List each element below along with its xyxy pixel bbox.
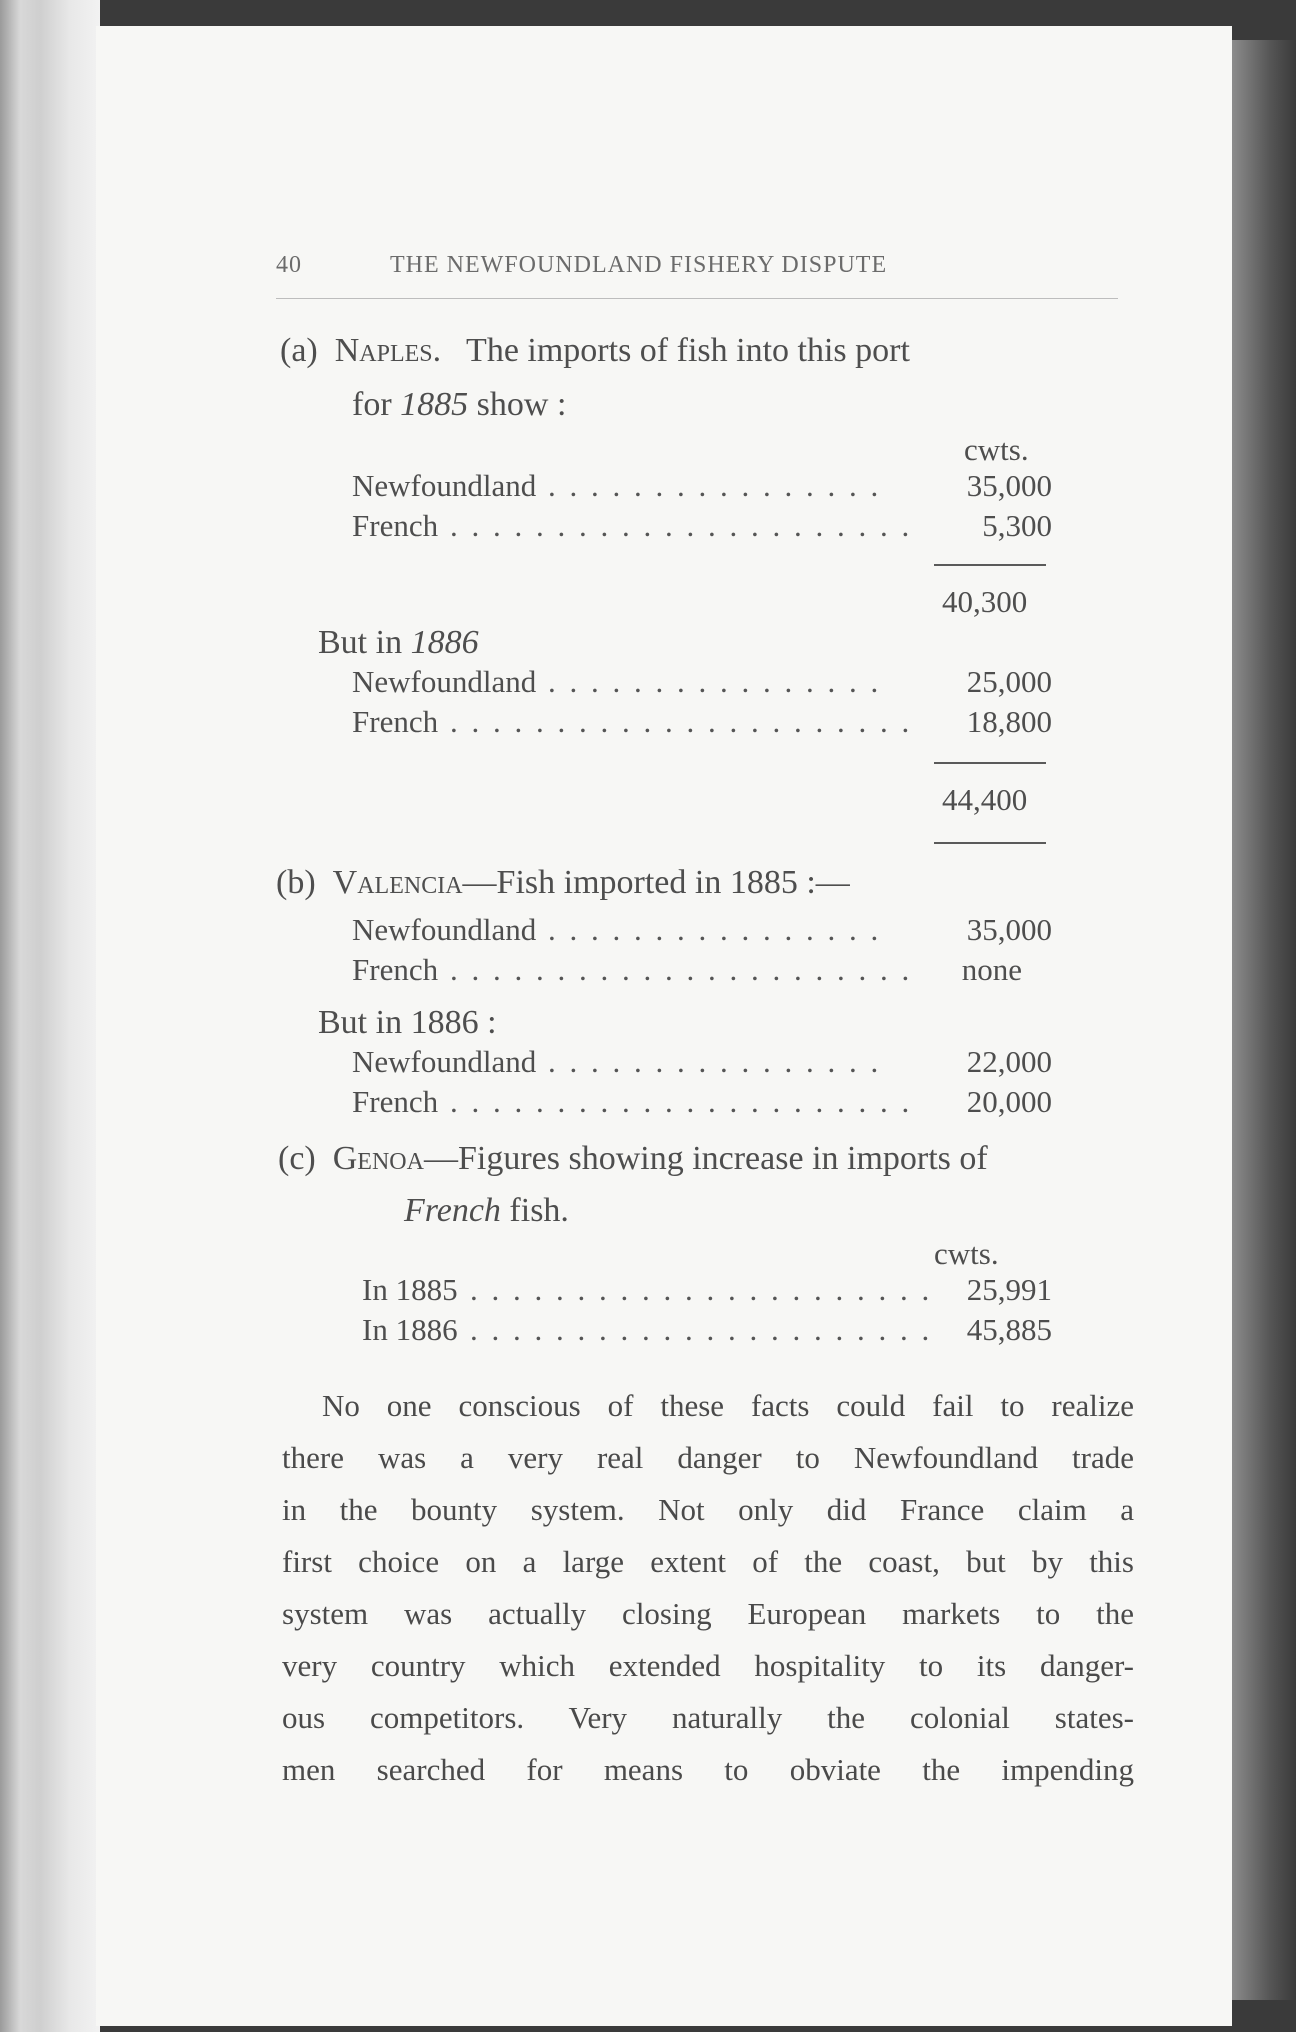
section-b-row-french-1886 xyxy=(352,1084,1052,1124)
paragraph-line: No one conscious of these facts could fail to realize xyxy=(322,1388,1134,1423)
but-in-year: 1886 xyxy=(410,624,479,661)
leader-dots: . . . . . . . . . . . . . . . . xyxy=(548,664,882,699)
section-c-marker: (c) xyxy=(278,1140,316,1177)
row-value: 22,000 xyxy=(966,1044,1052,1079)
section-a-total-1886: 44,400 xyxy=(942,782,1028,817)
row-value: none xyxy=(961,952,1022,987)
section-b-row-french-1885 xyxy=(352,952,1052,992)
paragraph-line: first choice on a large extent of the coast, but by this xyxy=(282,1544,1134,1579)
row-value: 20,000 xyxy=(966,1084,1052,1119)
section-a-marker: (a) xyxy=(280,332,318,369)
leader-dots: . . . . . . . . . . . . . . . . . . . . . . xyxy=(450,1084,913,1119)
but-in-text: But in xyxy=(318,624,411,661)
book-page-edge-right xyxy=(1232,40,1296,2000)
header-rule xyxy=(276,298,1118,299)
paragraph-line: men searched for means to obviate the impending xyxy=(282,1752,1134,1787)
section-b-intro: —Fish imported in 1885 :— xyxy=(462,864,850,901)
section-b-marker: (b) xyxy=(276,864,316,901)
row-label: Newfoundland xyxy=(352,1044,537,1079)
section-a-heading xyxy=(280,332,910,370)
section-a-row-newfoundland-1885 xyxy=(352,468,1052,508)
paragraph-line: very country which extended hospitality to its danger- xyxy=(282,1648,1134,1683)
row-label: French xyxy=(352,952,439,987)
leader-dots: . . . . . . . . . . . . . . . . . . . . . . xyxy=(450,508,913,543)
paragraph-line: system was actually closing European markets to the xyxy=(282,1596,1134,1631)
leader-dots: . . . . . . . . . . . . . . . . xyxy=(548,912,882,947)
body-paragraph xyxy=(282,1380,1134,1796)
row-label: Newfoundland xyxy=(352,664,537,699)
row-label: Newfoundland xyxy=(352,468,537,503)
section-a-place: Naples. xyxy=(334,332,442,369)
leader-dots: . . . . . . . . . . . . . . . . . . . . . . xyxy=(470,1312,933,1347)
row-label: French xyxy=(352,1084,439,1119)
row-value: 5,300 xyxy=(982,508,1052,543)
paragraph-line: there was a very real danger to Newfoundland trade xyxy=(282,1440,1134,1475)
sum-rule xyxy=(934,564,1046,566)
section-c-intro-line1: —Figures showing increase in imports of xyxy=(423,1140,988,1177)
section-a-row-french-1886 xyxy=(352,704,1052,744)
section-c-place: Genoa xyxy=(332,1140,424,1177)
row-value: 35,000 xyxy=(966,912,1052,947)
leader-dots: . . . . . . . . . . . . . . . . . . . . . . xyxy=(450,952,913,987)
section-a-intro-year: 1885 xyxy=(400,386,469,423)
section-a-intro-post: show : xyxy=(468,386,567,423)
row-value: 45,885 xyxy=(966,1312,1052,1347)
section-b-heading xyxy=(276,864,850,902)
sum-rule-under-total xyxy=(934,842,1046,844)
leader-dots: . . . . . . . . . . . . . . . . . . . . . . xyxy=(470,1272,933,1307)
row-label: In 1885 xyxy=(362,1272,458,1307)
row-label: In 1886 xyxy=(362,1312,458,1347)
row-value: 18,800 xyxy=(966,704,1052,739)
section-b-row-newfoundland-1885 xyxy=(352,912,1052,952)
section-a-intro-line1: The imports of fish into this port xyxy=(466,332,910,369)
section-c-intro-line2 xyxy=(404,1192,569,1230)
leader-dots: . . . . . . . . . . . . . . . . xyxy=(548,1044,882,1079)
section-c-intro-post: fish. xyxy=(500,1192,569,1229)
paragraph-line: ous competitors. Very naturally the colonial states- xyxy=(282,1700,1134,1735)
paragraph-line: in the bounty system. Not only did France claim a xyxy=(282,1492,1134,1527)
running-title: THE NEWFOUNDLAND FISHERY DISPUTE xyxy=(390,252,888,278)
row-label: French xyxy=(352,704,439,739)
section-a-total-1885: 40,300 xyxy=(942,584,1028,619)
section-b-place: Valencia xyxy=(332,864,463,901)
section-a-but-in xyxy=(318,624,479,662)
section-c-row-1886 xyxy=(362,1312,1052,1352)
leader-dots: . . . . . . . . . . . . . . . . xyxy=(548,468,882,503)
row-value: 35,000 xyxy=(966,468,1052,503)
section-c-heading xyxy=(278,1140,988,1178)
leader-dots: . . . . . . . . . . . . . . . . . . . . . . xyxy=(450,704,913,739)
section-a-unit: cwts. xyxy=(964,432,1029,467)
row-label: French xyxy=(352,508,439,543)
section-a-intro-line2 xyxy=(352,386,566,424)
row-value: 25,000 xyxy=(966,664,1052,699)
section-c-intro-italic: French xyxy=(404,1192,501,1229)
sum-rule xyxy=(934,762,1046,764)
row-value: 25,991 xyxy=(966,1272,1052,1307)
page-number: 40 xyxy=(276,252,302,278)
section-c-row-1885 xyxy=(362,1272,1052,1312)
section-a-row-french-1885 xyxy=(352,508,1052,548)
section-a-intro-pre: for xyxy=(352,386,401,423)
row-label: Newfoundland xyxy=(352,912,537,947)
section-a-row-newfoundland-1886 xyxy=(352,664,1052,704)
book-page-edges-left xyxy=(0,0,100,2032)
section-b-but-in: But in 1886 : xyxy=(318,1004,497,1041)
section-c-unit: cwts. xyxy=(934,1236,999,1271)
section-b-row-newfoundland-1886 xyxy=(352,1044,1052,1084)
